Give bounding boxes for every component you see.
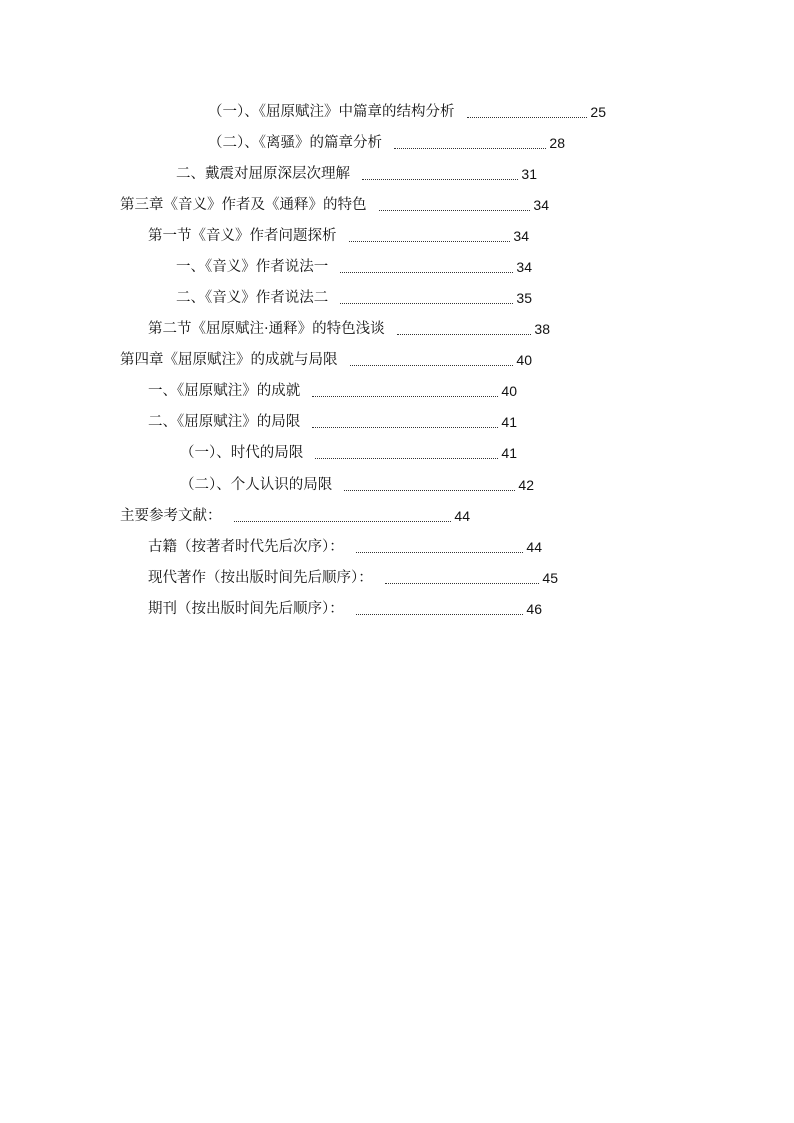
dot-leader <box>356 535 524 559</box>
toc-entry-title: 第三章《音义》作者及《通释》的特色 <box>120 197 367 213</box>
toc-entry-title: 第四章《屈原赋注》的成就与局限 <box>120 352 338 368</box>
toc-entry <box>180 441 517 465</box>
dot-leader <box>467 100 588 124</box>
toc-page-number: 35 <box>516 290 532 306</box>
toc-entry <box>180 473 534 497</box>
toc-entry-title: 主要参考文献： <box>120 508 222 524</box>
toc-entry-title: 期刊（按出版时间先后顺序）： <box>148 601 344 617</box>
toc-entry <box>148 379 517 403</box>
toc-entry-title: 一、《音义》作者说法一 <box>176 259 329 275</box>
toc-page-number: 42 <box>518 477 534 493</box>
toc-entry-title: 二、《屈原赋注》的局限 <box>148 414 301 430</box>
toc-page-number: 44 <box>454 508 470 524</box>
toc-entry <box>148 224 529 248</box>
toc-entry <box>208 100 606 124</box>
dot-leader <box>356 597 524 621</box>
toc-page-number: 34 <box>516 259 532 275</box>
toc-entry <box>120 193 549 217</box>
dot-leader <box>379 193 531 217</box>
toc-page-number: 45 <box>542 570 558 586</box>
toc-page-number: 44 <box>526 539 542 555</box>
toc-entry <box>120 348 532 372</box>
dot-leader <box>394 131 546 155</box>
dot-leader <box>362 162 518 186</box>
toc-entry-title: 一、《屈原赋注》的成就 <box>148 383 301 399</box>
toc-page-number: 41 <box>501 414 517 430</box>
toc-entry-title: 现代著作（按出版时间先后顺序）： <box>148 570 373 586</box>
toc-entry-title: 古籍（按著者时代先后次序）： <box>148 539 344 555</box>
toc-entry <box>176 162 537 186</box>
toc-page-number: 38 <box>534 321 550 337</box>
dot-leader <box>312 410 498 434</box>
toc-page-number: 41 <box>501 445 517 461</box>
toc-page-number: 28 <box>549 135 565 151</box>
dot-leader <box>312 379 498 403</box>
toc-page-number: 46 <box>526 601 542 617</box>
toc-page-number: 40 <box>516 352 532 368</box>
toc-page-number: 25 <box>590 104 606 120</box>
dot-leader <box>385 566 540 590</box>
toc-entry-title: 第二节《屈原赋注·通释》的特色浅谈 <box>148 321 385 337</box>
dot-leader <box>350 348 514 372</box>
dot-leader <box>397 317 532 341</box>
dot-leader <box>344 473 515 497</box>
toc-entry <box>176 286 532 310</box>
toc-page-number: 31 <box>521 166 537 182</box>
toc-entry <box>120 504 470 528</box>
toc-entry <box>148 597 542 621</box>
toc-entry <box>176 255 532 279</box>
toc-entry <box>208 131 565 155</box>
toc-entry-title: 二、《音义》作者说法二 <box>176 290 329 306</box>
toc-page-number: 34 <box>513 228 529 244</box>
dot-leader <box>349 224 511 248</box>
toc-entry-title: （一）、《屈原赋注》中篇章的结构分析 <box>208 104 455 120</box>
toc-entry-title: 二、戴震对屈原深层次理解 <box>176 166 350 182</box>
dot-leader <box>340 286 513 310</box>
dot-leader <box>234 504 452 528</box>
toc-entry <box>148 410 517 434</box>
toc-page-number: 40 <box>501 383 517 399</box>
toc-entry <box>148 566 558 590</box>
toc-entry <box>148 535 542 559</box>
toc-entry-title: （一）、时代的局限 <box>180 445 304 461</box>
dot-leader <box>315 441 498 465</box>
toc-entry-title: （二）、个人认识的局限 <box>180 477 333 493</box>
toc-entry <box>148 317 550 341</box>
toc-page-number: 34 <box>533 197 549 213</box>
dot-leader <box>340 255 513 279</box>
toc-entry-title: 第一节《音义》作者问题探析 <box>148 228 337 244</box>
toc-entry-title: （二）、《离骚》的篇章分析 <box>208 135 382 151</box>
